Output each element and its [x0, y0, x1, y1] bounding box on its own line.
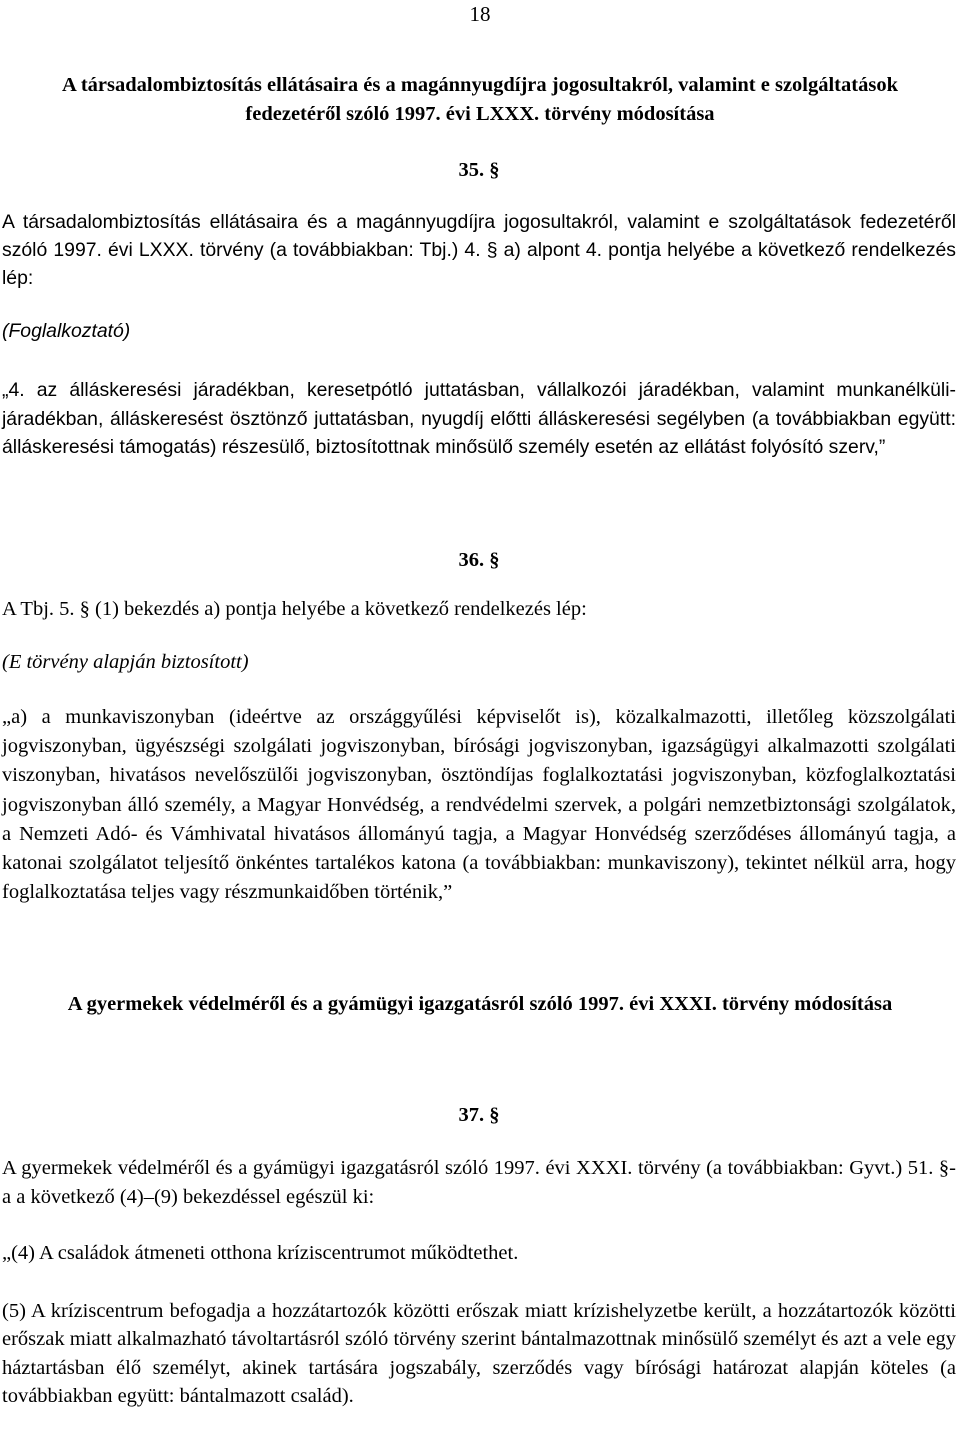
paragraph-37-item-4: „(4) A családok átmeneti otthona kríziscentrumot működtethet.	[2, 1242, 519, 1264]
section-heading-tbj: A társadalombiztosítás ellátásaira és a magánnyugdíjra jogosultakról, valamint e szolgáltatások fedezetéről szóló 1997. évi LXXX. törvény módosítása	[62, 74, 898, 125]
paragraph-number-37: 37. §	[458, 1104, 500, 1126]
paragraph-36-quote: „a) a munkaviszonyban (ideértve az országgyűlési képviselőt is), közalkalmazotti, illetőleg közszolgálati jogviszonyban, ügyészségi szolgálati jogviszonyban, bírósági jogviszonyban, igazságügyi alkalmazotti szolgálati viszonyban, hivatásos nevelőszülői jogviszonyban, ösztöndíjas foglalkoztatási jogviszonyban, közfoglalkoztatási jogviszonyban álló személy, a Magyar Honvédség, a rendvédelmi szervek, a polgári nemzetbiztonsági szolgálatok, a Nemzeti Adó- és Vámhivatal hivatásos állományú tagja, a Magyar Honvédség szerződéses állományú tagja, a katonai szolgálatot teljesítő önkéntes tartalékos katona (a továbbiakban: munkaviszony), tekintet nélkül arra, hogy foglalkoztatása teljes vagy részmunkaidőben történik,”	[2, 706, 956, 904]
paragraph-36-text: A Tbj. 5. § (1) bekezdés a) pontja helyébe a következő rendelkezés lép:	[2, 598, 587, 620]
paragraph-35-quote: „4. az álláskeresési járadékban, keresetpótló juttatásban, vállalkozói járadékban, valamint munkanélküli-járadékban, álláskeresést ösztönző juttatásban, nyugdíj előtti álláskeresési segélyben (a továbbiakban együtt: álláskeresési támogatás) részesülő, biztosítottnak minősülő személy esetén az ellátást folyósító szerv,”	[2, 379, 956, 459]
paragraph-35-context: (Foglalkoztató)	[2, 320, 131, 342]
paragraph-35-text: A társadalombiztosítás ellátásaira és a magánnyugdíjra jogosultakról, valamint e szolgáltatások fedezetéről szóló 1997. évi LXXX. törvény (a továbbiakban: Tbj.) 4. § a) alpont 4. pontja helyébe a következő rendelkezés lép:	[2, 211, 956, 289]
page-number: 18	[469, 2, 491, 26]
paragraph-37-item-5: (5) A kríziscentrum befogadja a hozzátartozók közötti erőszak miatt krízishelyzetbe került, a hozzátartozók közötti erőszak miatt alkalmazható távoltartásról szóló törvény szerint bántalmazottnak minősülő személyt és azt a vele egy háztartásban élő személyt, akinek tartására jogszabály, szerződés vagy bírósági határozat alapján köteles (a továbbiakban együtt: bántalmazott család).	[2, 1300, 956, 1408]
paragraph-36-context: (E törvény alapján biztosított)	[2, 651, 249, 673]
section-heading-gyvt: A gyermekek védelméről és a gyámügyi igazgatásról szóló 1997. évi XXXI. törvény módosítása	[67, 993, 893, 1015]
paragraph-number-35: 35. §	[458, 159, 500, 181]
paragraph-37-text: A gyermekek védelméről és a gyámügyi igazgatásról szóló 1997. évi XXXI. törvény (a továbbiakban: Gyvt.) 51. §-a a következő (4)–(9) bekezdéssel egészül ki:	[2, 1157, 956, 1208]
paragraph-number-36: 36. §	[458, 549, 500, 571]
